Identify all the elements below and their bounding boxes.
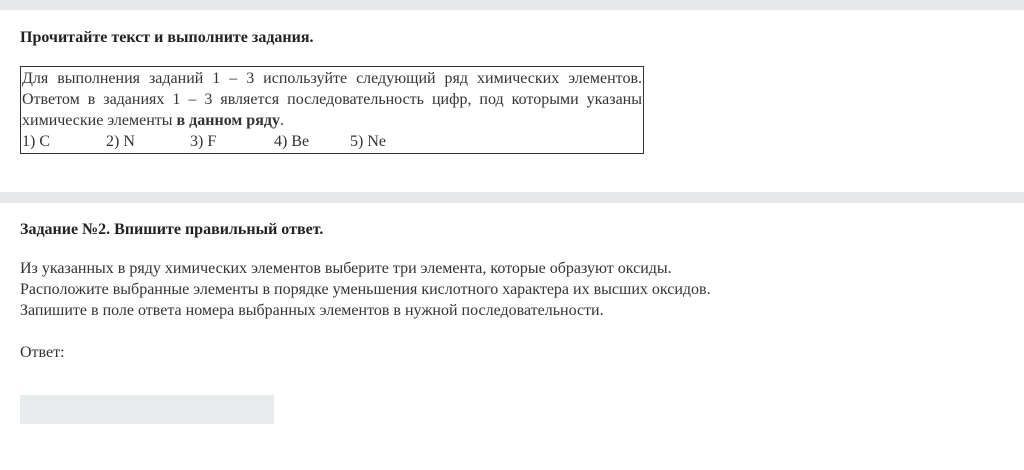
info-text (22, 68, 642, 131)
answer-label: Ответ: (20, 344, 65, 361)
answer-input[interactable] (20, 395, 274, 424)
element-item: 5) Ne (350, 133, 386, 150)
task-question (20, 258, 920, 321)
element-item: 2) N (106, 133, 135, 150)
info-text-bold: в данном ряду (176, 112, 280, 129)
element-item: 1) C (22, 133, 50, 150)
element-item: 4) Be (274, 133, 310, 150)
element-item: 3) F (190, 133, 217, 150)
reading-section (20, 28, 1004, 150)
top-divider-bar (0, 0, 1024, 10)
question-line: Из указанных в ряду химических элементов выберите три элемента, которые образуют оксиды. (20, 260, 672, 277)
elements-row (22, 131, 642, 152)
info-box (20, 66, 644, 154)
question-line: Запишите в поле ответа номера выбранных элементов в нужной последовательности. (20, 302, 604, 319)
info-text-end: . (279, 112, 284, 129)
task-section (20, 220, 1004, 361)
task-heading: Задание №2. Впишите правильный ответ. (20, 221, 324, 238)
section-divider-bar (0, 192, 1024, 203)
instruction-heading: Прочитайте текст и выполните задания. (20, 29, 314, 46)
question-line: Расположите выбранные элементы в порядке уменьшения кислотного характера их высших оксидов. (20, 281, 711, 298)
info-text-main: Для выполнения заданий 1 – 3 используйте следующий ряд химических элементов. Ответом в заданиях 1 – 3 является последовательность цифр, под которыми указаны химические элементы (22, 70, 642, 129)
